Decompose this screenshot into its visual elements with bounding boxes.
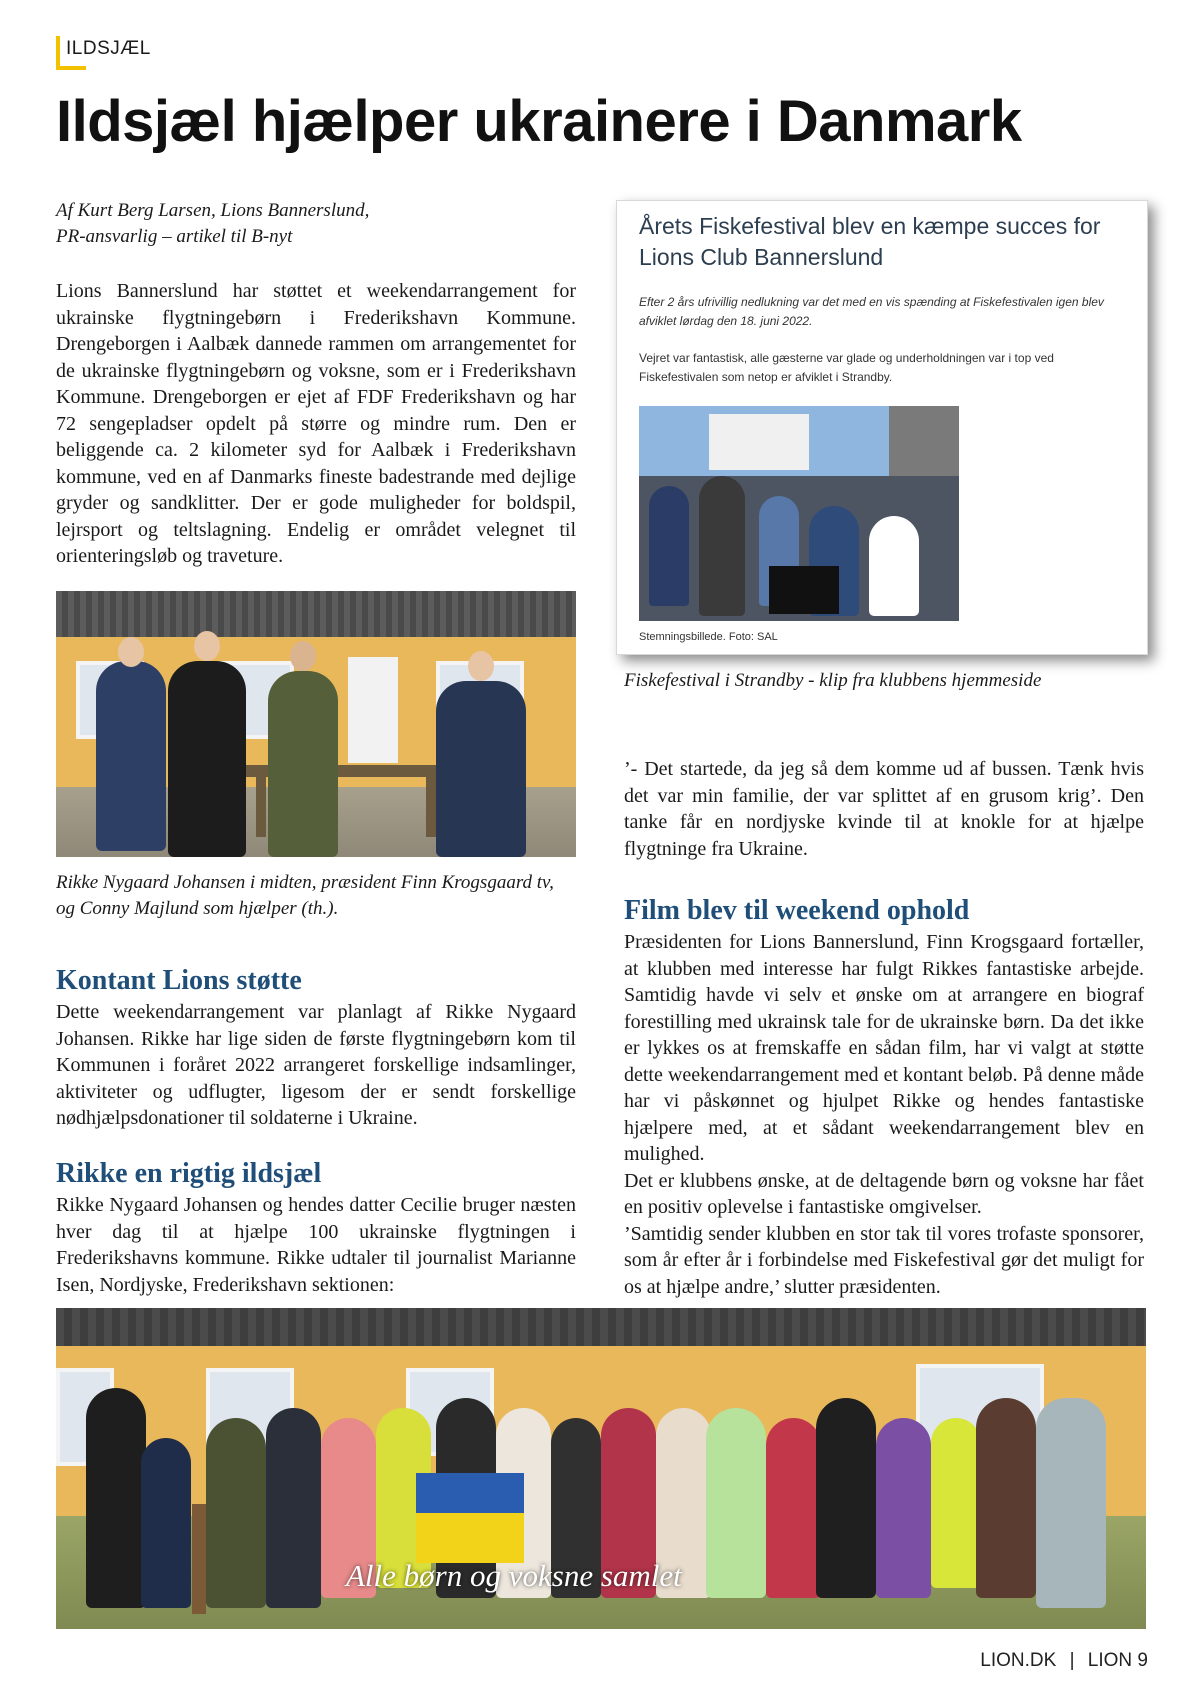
- section-kontant-text: Dette weekendarrangement var planlagt af Rikke Nygaard Johansen. Rikke har lige siden de første flygtningebørn kom til Kommunen i foråret 2022 arrangeret forskellige indsamlinger, aktiviteter og udflugter, ligesom der er sendt forskellige nødhjælpsdonationer til soldaterne i Ukraine.: [56, 1001, 576, 1129]
- clip-caption: Fiskefestival i Strandby - klip fra klubbens hjemmeside: [624, 670, 1042, 691]
- clip-body-text: Vejret var fantastisk, alle gæsterne var glade og underholdningen var i top ved Fiskefestivalen som netop er afviklet i Strandby.: [639, 351, 1054, 384]
- byline: [56, 198, 596, 250]
- section-kicker: ILDSJÆL: [66, 38, 151, 59]
- footer-page-number: LION 9: [1087, 1650, 1148, 1671]
- byline-line-2: PR-ansvarlig – artikel til B-nyt: [56, 226, 293, 247]
- byline-line-1: Af Kurt Berg Larsen, Lions Bannerslund,: [56, 200, 370, 221]
- website-clipping: [616, 200, 1148, 655]
- heading-kontant-lions-stotte: Kontant Lions støtte: [56, 965, 302, 996]
- ukraine-flag-blue: [416, 1473, 524, 1513]
- article-title: Ildsjæl hjælper ukrainere i Danmark: [56, 89, 1022, 154]
- section-film-paragraph-1: Præsidenten for Lions Bannerslund, Finn Krogsgaard fortæller, at klubben med interesse har fulgt Rikkes fantastiske arbejde. Samtidig havde vi selv et ønske om at arrangere en biograf forestilling med ukrainsk tale for de ukrainske børn. Da det ikke er lykkes os at fremskaffe en sådan film, har vi valgt at støtte dette weekendarrangement med et kontant beløb. På denne måde har vi påskønnet og hjulpet Rikke og hendes fantastiske hjælpere med, at et sådant weekendarrangement blev en mulighed.: [624, 931, 1144, 1165]
- festival-crowd-photo: [639, 406, 959, 621]
- group-photo-caption: Alle børn og voksne samlet: [346, 1558, 682, 1593]
- intro-paragraph: Lions Bannerslund har støttet et weekendarrangement for ukrainske flygtningebørn i Frederikshavn Kommune. Drengeborgen i Aalbæk dannede rammen om arrangementet for de ukrainske flygtningebørn og voksne, som er i Frederikshavn Kommune. Drengeborgen er ejet af FDF Frederikshavn og har 72 sengepladser opdelt på større og mindre rum. Den er beliggende ca. 2 kilometer syd for Aalbæk i Frederikshavn kommune, ved en af Danmarks fineste badestrande med dejlige gryder og sandklitter. Der er gode muligheder for boldspil, lejrsport og teltslagning. Endelig er området velegnet til orienteringsløb og traveture.: [56, 280, 576, 567]
- clip-lead-text: Efter 2 års ufrivillig nedlukning var det med en vis spænding at Fiskefestivalen igen blev afviklet lørdag den 18. juni 2022.: [639, 295, 1104, 328]
- kicker-accent-bar-bottom: [56, 66, 86, 70]
- heading-film-weekend: Film blev til weekend ophold: [624, 895, 970, 926]
- heading-rikke-ildsjael: Rikke en rigtig ildsjæl: [56, 1158, 322, 1189]
- photo-volunteers: [56, 591, 576, 857]
- ukraine-flag-yellow: [416, 1513, 524, 1563]
- clip-headline: Årets Fiskefestival blev en kæmpe succes for Lions Club Bannerslund: [639, 213, 1101, 270]
- footer-separator: |: [1069, 1650, 1075, 1671]
- section-film-paragraph-2: Det er klubbens ønske, at de deltagende børn og voksne har fået en positiv oplevelse i fantastiske omgivelser.: [624, 1169, 1144, 1218]
- kicker-accent-bar: [56, 36, 60, 70]
- clip-photo-credit: Stemningsbillede. Foto: SAL: [639, 631, 778, 643]
- group-photo: [56, 1308, 1146, 1629]
- quote-paragraph: ’- Det startede, da jeg så dem komme ud af bussen. Tænk hvis det var min familie, der var splittet af en grusom krig’. Den tanke får en nordjyske kvinde til at knokle for at hjælpe flygtninge fra Ukraine.: [624, 758, 1144, 860]
- photo-volunteers-caption: Rikke Nygaard Johansen i midten, præsident Finn Krogsgaard tv, og Conny Majlund som hjælper (th.).: [56, 872, 554, 919]
- footer-site: LION.DK: [980, 1650, 1057, 1671]
- page-footer: [980, 1650, 1148, 1672]
- section-film-paragraph-3: ’Samtidig sender klubben en stor tak til vores trofaste sponsorer, som år efter år i forbindelse med Fiskefestival gør det muligt for os at hjælpe andre,’ slutter præsidenten.: [624, 1222, 1144, 1298]
- section-film-text: [624, 929, 1144, 1300]
- section-rikke-text: Rikke Nygaard Johansen og hendes datter Cecilie bruger næsten hver dag til at hjælpe 100 ukrainske flygtningen i Frederikshavns kommune. Rikke udtaler til journalist Marianne Isen, Nordjyske, Frederikshavn sektionen:: [56, 1194, 576, 1296]
